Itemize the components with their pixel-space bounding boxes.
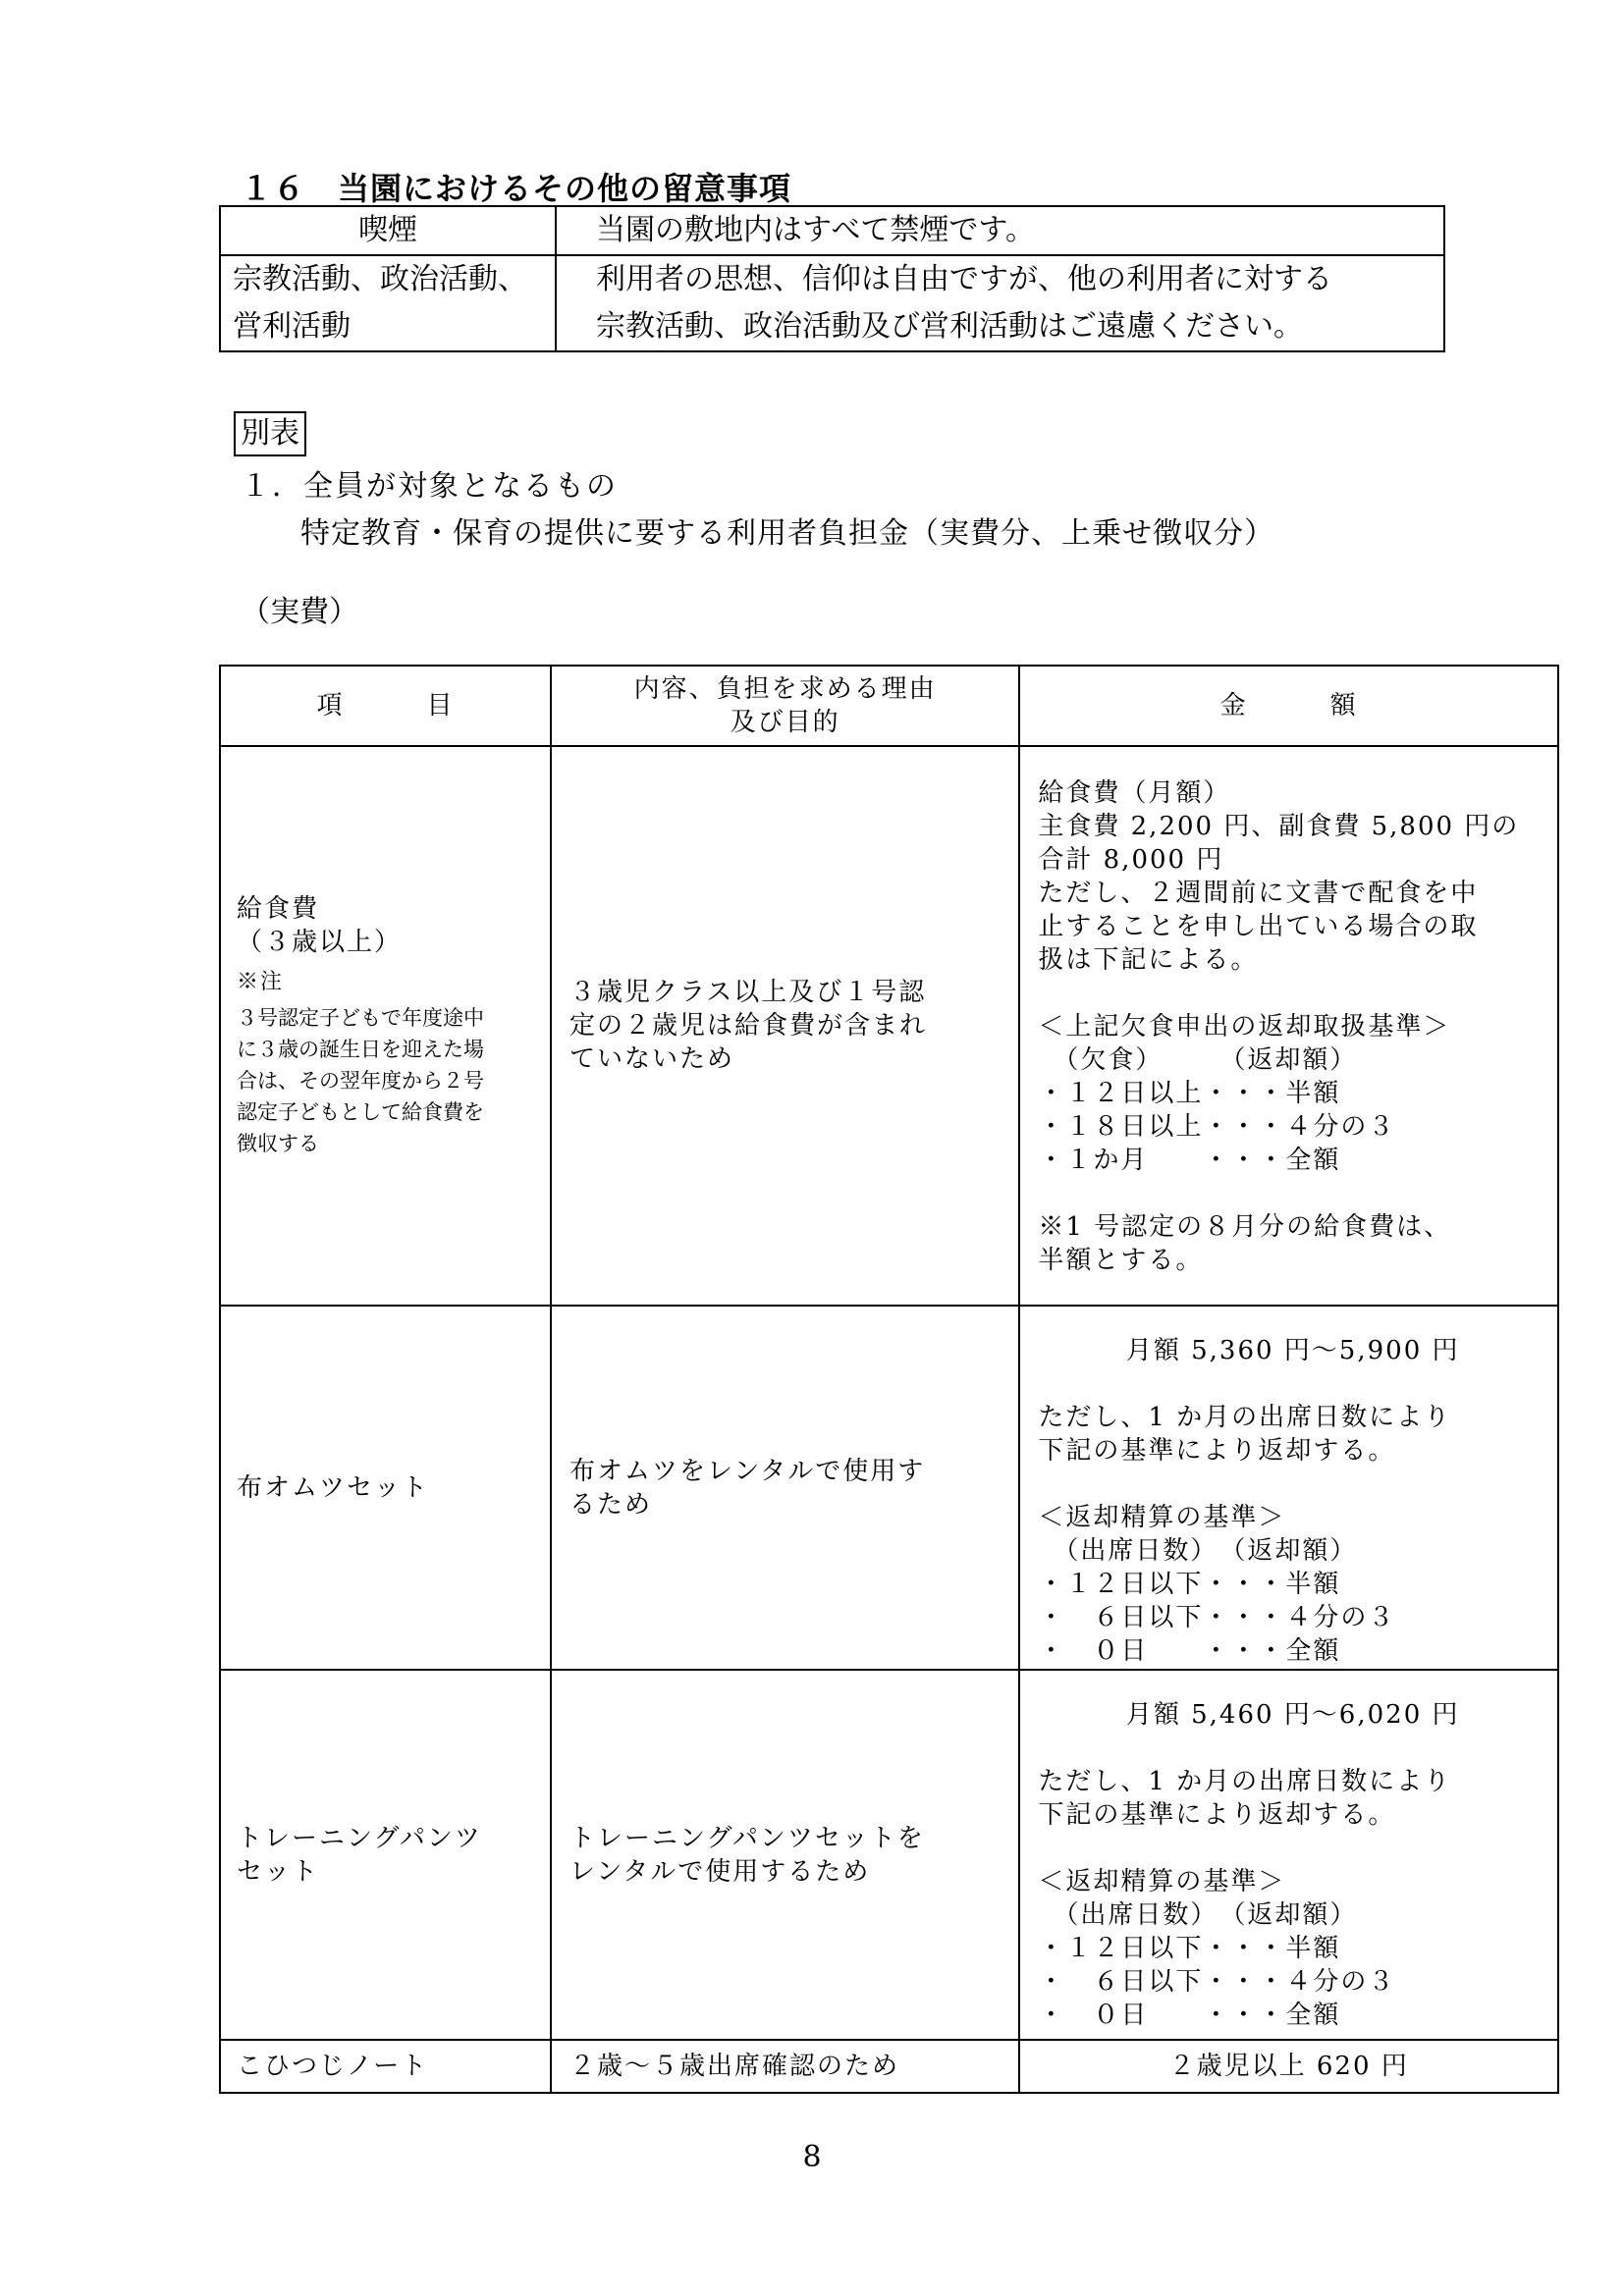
table-header-row [220, 666, 1558, 746]
fee-name-meal [220, 746, 551, 1306]
text-line: ・ ６日以下・・・４分の３ [1038, 1967, 1396, 1997]
text-line: ＜返却精算の基準＞ [1038, 1503, 1286, 1532]
text-line: ・１２日以下・・・半額 [1038, 1934, 1341, 1963]
text-line: ・１２日以上・・・半額 [1038, 1079, 1341, 1108]
note-line: に３歳の誕生日を迎えた場 [237, 1038, 484, 1061]
text-line: 下記の基準により返却する。 [1038, 1800, 1396, 1830]
spacer [1038, 1832, 1547, 1865]
fee-amount-notebook: ２歳児以上 620 円 [1019, 2040, 1558, 2093]
text-line: （出席日数） （返却額） [1038, 1536, 1358, 1566]
text-line: 主食費 2,200 円、副食費 5,800 円の [1038, 812, 1520, 841]
text-line: （出席日数） （返却額） [1038, 1900, 1358, 1930]
text-line: ・１か月 ・・・全額 [1038, 1146, 1341, 1175]
table-row [220, 2040, 1558, 2093]
text-line: 定の２歳児は給食費が含まれ [568, 1011, 927, 1041]
text-line: ・ ０日 ・・・全額 [1038, 2001, 1341, 2030]
note-line: 認定子どもとして給食費を [237, 1100, 484, 1124]
header-reason [551, 666, 1019, 746]
appendix-label: 別表 [234, 411, 306, 456]
text-line: 給食費（月額） [1038, 778, 1231, 808]
spacer [1038, 1468, 1547, 1501]
text-line: 止することを申し出ている場合の取 [1038, 912, 1479, 941]
fee-name-training-pants [220, 1670, 551, 2040]
spacer [1038, 1177, 1547, 1210]
text-line: ３歳児クラス以上及び１号認 [568, 978, 927, 1007]
header-item: 項 目 [220, 666, 551, 746]
fee-reason-training-pants [551, 1670, 1019, 2040]
text-line: ただし、２週間前に文書で配食を中 [1038, 879, 1479, 908]
text-line: 扱は下記による。 [1038, 945, 1259, 975]
notes-content-smoking: 当園の敷地内はすべて禁煙です。 [556, 206, 1444, 255]
text-line: 宗教活動、政治活動、 [233, 262, 527, 296]
text-line: ・ ０日 ・・・全額 [1038, 1636, 1341, 1666]
text-line: ※1 号認定の８月分の給食費は、 [1038, 1212, 1452, 1242]
table-row [220, 1670, 1558, 2040]
fee-reason-notebook: ２歳～５歳出席確認のため [551, 2040, 1019, 2093]
fee-table [219, 665, 1559, 2094]
fee-reason-meal [551, 746, 1019, 1306]
text-line: 給食費 [237, 894, 320, 924]
text-line: ・ ６日以下・・・４分の３ [1038, 1603, 1396, 1632]
text-line: 合計 8,000 円 [1038, 845, 1224, 875]
spacer [1038, 977, 1547, 1010]
note-line: 合は、その翌年度から２号 [237, 1069, 484, 1093]
amount-range: 月額 5,460 円～6,020 円 [1125, 1700, 1460, 1730]
text-line: ・１８日以上・・・４分の３ [1038, 1112, 1396, 1142]
note-line: 徴収する [237, 1132, 319, 1155]
text-line: ていないため [568, 1044, 734, 1074]
fee-amount-cloth-diaper [1019, 1306, 1558, 1670]
text-line: ただし、1 か月の出席日数により [1038, 1403, 1452, 1432]
table-row [220, 206, 1444, 255]
fee-name-notebook: こひつじノート [220, 2040, 551, 2093]
section-title: １６ 当園におけるその他の留意事項 [241, 170, 792, 207]
text-line: 営利活動 [233, 309, 351, 344]
amount-range: 月額 5,360 円～5,900 円 [1125, 1336, 1460, 1365]
text-line: トレーニングパンツ [237, 1823, 482, 1853]
note-line: ３号認定子どもで年度途中 [237, 1006, 484, 1030]
text-line: セット [237, 1856, 320, 1887]
table-row [220, 255, 1444, 351]
text-line: 利用者の思想、信仰は自由ですが、他の利用者に対する [596, 262, 1332, 296]
text-line: ただし、1 か月の出席日数により [1038, 1767, 1452, 1796]
header-amount: 金 額 [1019, 666, 1558, 746]
notes-label-smoking: 喫煙 [220, 206, 556, 255]
page-number: 8 [802, 2140, 822, 2174]
text-line: ＜返却精算の基準＞ [1038, 1867, 1286, 1896]
item1-heading: １．全員が対象となるもの [241, 469, 618, 504]
actual-cost-label: （実費） [241, 595, 358, 629]
text-line: ・１２日以下・・・半額 [1038, 1570, 1341, 1599]
text-line: 宗教活動、政治活動及び営利活動はご遠慮ください。 [596, 309, 1303, 344]
fee-reason-cloth-diaper [551, 1306, 1019, 1670]
item1-subheading: 特定教育・保育の提供に要する利用者負担金（実費分、上乗せ徴収分） [300, 516, 1274, 551]
notes-label-activities [220, 255, 556, 351]
spacer [1038, 747, 1547, 776]
fee-amount-training-pants [1019, 1670, 1558, 2040]
fee-name-cloth-diaper [220, 1306, 551, 1670]
text-line: 布オムツをレンタルで使用す [568, 1456, 926, 1486]
note-label: ※注 [237, 970, 285, 994]
text-line: 布オムツセット [237, 1472, 430, 1503]
table-row [220, 746, 1558, 1306]
notes-table [219, 205, 1445, 352]
text-line: 半額とする。 [1038, 1246, 1204, 1275]
text-line: レンタルで使用するため [568, 1856, 871, 1887]
text-line: 下記の基準により返却する。 [1038, 1436, 1396, 1466]
text-line: るため [568, 1489, 652, 1520]
text-line: トレーニングパンツセットを [568, 1823, 925, 1853]
text-line: 及び目的 [730, 708, 840, 737]
table-row [220, 1306, 1558, 1670]
text-line: ＜上記欠食申出の返却取扱基準＞ [1038, 1012, 1451, 1041]
text-line: 内容、負担を求める理由 [633, 674, 937, 704]
notes-content-activities [556, 255, 1444, 351]
text-line: （３歳以上） [237, 928, 403, 957]
text-line: （欠食） （返却額） [1038, 1045, 1358, 1075]
fee-amount-meal [1019, 746, 1558, 1306]
